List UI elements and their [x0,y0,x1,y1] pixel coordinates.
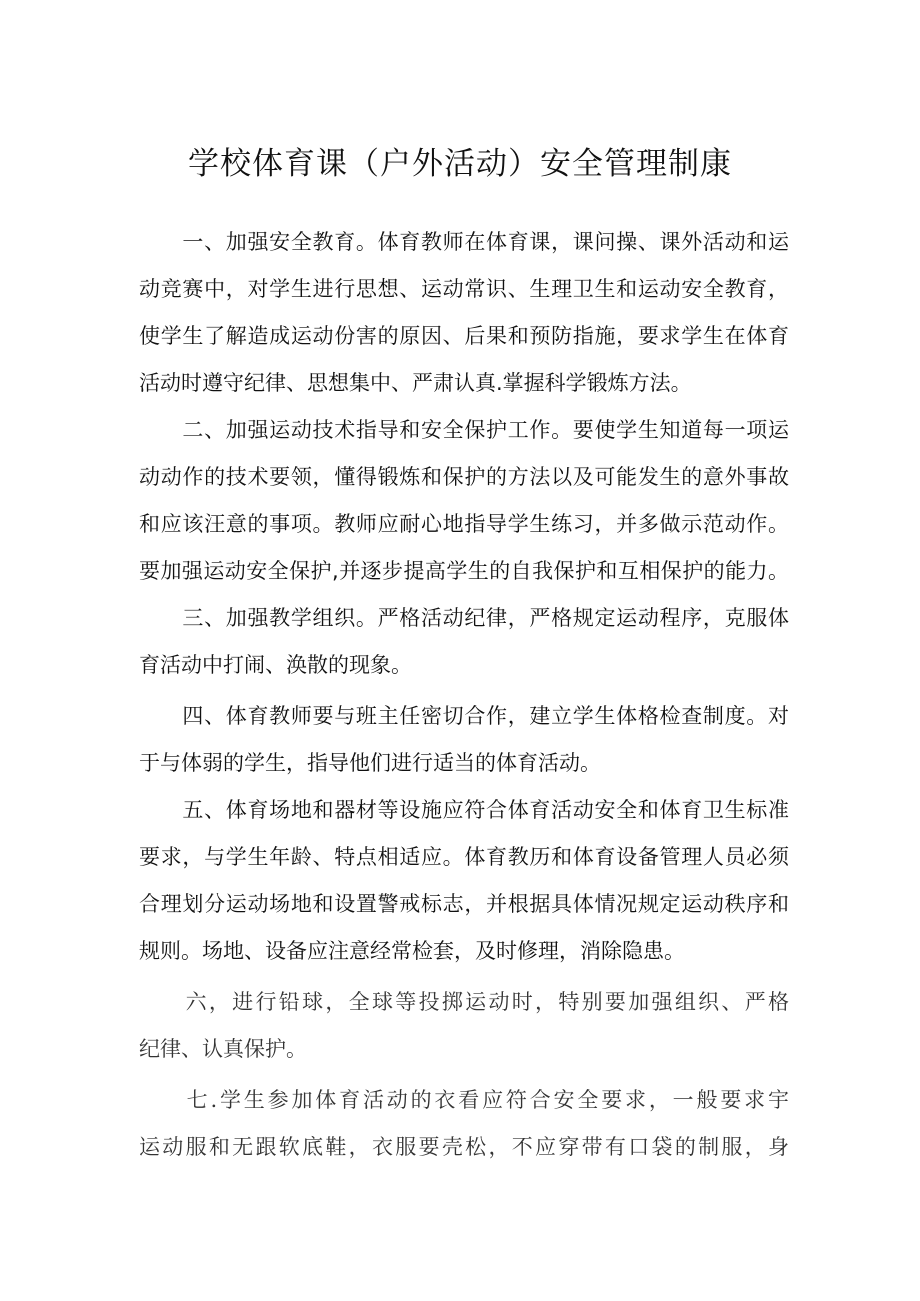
paragraph-line: 育活动中打闹、涣散的现象。 [139,653,412,677]
paragraph-line: 和应该汪意的事项。教师应耐心地指导学生练习，并多做示范动作。 [139,512,789,536]
document-title: 学校体育课（户外活动）安全管理制康 [188,146,732,182]
paragraph-line: 于与体弱的学生，指导他们进行适当的体育活动。 [139,751,601,775]
paragraph-line: 要加强运动安全保护,并逐步提高学生的自我保护和互相保护的能力。 [139,559,789,583]
paragraph-line: 四、体育教师要与班主任密切合作，建立学生体格检查制度。对 [139,704,789,728]
paragraph-line: 六，进行铅球，全球等投掷运动时，特别要加强组织、严格 [139,990,789,1014]
paragraph-line: 运动服和无跟软底鞋，衣服要壳松，不应穿带有口袋的制服，身 [139,1135,789,1159]
paragraph-line: 二、加强运动技术指导和安全保护工作。要使学生知道每一项运 [139,418,789,442]
paragraph-line: 要求，与学生年龄、特点相适应。体育教历和体育设备管理人员必须 [139,845,789,869]
paragraph-line: 规则。场地、设备应注意经常检套，及时修理，消除隐患。 [139,939,685,963]
paragraph-line: 五、体育场地和器材等设施应符合体育活动安全和体育卫生标准 [139,798,789,822]
paragraph-line: 动动作的技术要领，懂得锻炼和保护的方法以及可能发生的意外事故 [139,465,789,489]
paragraph-line: 使学生了解造成运动份害的原因、后果和预防指施，要求学生在体育 [139,324,789,348]
paragraph-line: 七.学生参加体育活动的衣看应符合安全要求，一般要求宇 [139,1088,789,1112]
paragraph-line: 动竞赛中，对学生进行思想、运动常识、生理卫生和运动安全教育， [139,277,789,301]
paragraph-line: 纪律、认真保护。 [139,1037,307,1061]
paragraph-line: 一、加强安全教育。体育教师在体育课，课问操、课外活动和运 [139,230,789,254]
paragraph-line: 三、加强教学组织。严格活动纪律，严格规定运动程序，克服体 [139,606,789,630]
paragraph-line: 活动时遵守纪律、思想集中、严肃认真.掌握科学锻炼方法。 [139,371,692,395]
paragraph-line: 合理划分运动场地和设置警戒标志，并根据具体情况规定运动秩序和 [139,892,789,916]
